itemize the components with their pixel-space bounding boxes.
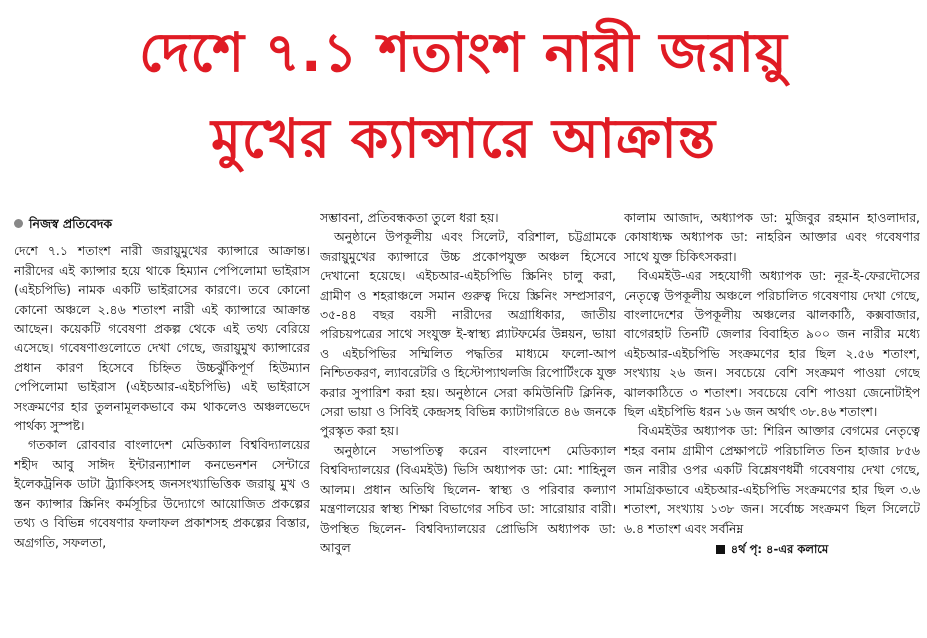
byline-text: নিজস্ব প্রতিবেদক: [29, 216, 113, 231]
continuation-note: [624, 540, 920, 559]
bullet-dot-icon: [14, 219, 23, 228]
paragraph: সম্ভাবনা, প্রতিবন্ধকতা তুলে ধরা হয়।: [320, 210, 499, 225]
paragraph: অনুষ্ঠানে উপকূলীয় এবং সিলেট, বরিশাল, চট্টগ্রামকে জরায়ুমুখের ক্যান্সারে উচ্চ প্রকোপযুক্ত অঞ্চল হিসেবে দেখানো হয়েছে। এইচআর-এইচপিভি স্ক্রিনিং চালু করা, গ্রামীণ ও শহরাঞ্চলে সমান গুরুত্ব দিয়ে স্ক্রিনিং সম্প্রসারণ, ৩৫-৪৪ বছর বয়সী নারীদের অগ্রাধিকার, জাতীয় পরিচয়পত্রের সাথে সংযুক্ত ই-স্বাস্থ্য প্ল্যাটফর্মের উন্নয়ন, ভায়া ও এইচপিভির সম্মিলিত পদ্ধতির মাধ্যমে ফলো-আপ নিশ্চিতকরণ, ল্যাবরেটরি ও হিস্টোপ্যাথলজি রিপোর্টিংকে যুক্ত করার সুপারিশ করা হয়। অনুষ্ঠানে সেরা কমিউনিটি ক্লিনিক, সেরা ভায়া ও সিবিই কেন্দ্রসহ বিভিন্ন ক্যাটাগরিতে ৪৬ জনকে পুরস্কৃত করা হয়।: [320, 229, 616, 439]
column-2: [320, 208, 616, 633]
column-3: [624, 208, 920, 633]
paragraph: দেশে ৭.১ শতাংশ নারী জরায়ুমুখের ক্যান্সারে আক্রান্ত। নারীদের এই ক্যান্সার হয়ে থাকে হিম্যান পেপিলোমা ভাইরাস (এইচপিভি) নামক একটি ভাইরাসের কারণে। তবে কোনো কোনো অঞ্চলে ২.৪৬ শতাংশ নারী এই ক্যান্সারে আক্রান্ত আছেন। কয়েকটি গবেষণা প্রকল্প থেকে এই তথ্য বেরিয়ে এসেছে। গবেষণাগুলোতে দেখা গেছে, জরায়ুমুখ ক্যান্সারের প্রধান কারণ হিসেবে চিহ্নিত উচ্চঝুঁকিপূর্ণ হিউম্যান পেপিলোমা ভাইরাস (এইচআর-এইচপিভি) এই ভাইরাসে সংক্রমণের হার তুলনামূলকভাবে কম থাকলেও অঞ্চলভেদে পার্থক্য সুস্পষ্ট।: [14, 243, 310, 434]
paragraph: কালাম আজাদ, অধ্যাপক ডা: মুজিবুর রহমান হাওলাদার, কোষাধ্যক্ষ অধ্যাপক ডা: নাহরিন আক্তার এবং গবেষণার সাথে যুক্ত চিকিৎসকরা।: [624, 210, 920, 264]
headline-line-2: মুখের ক্যান্সারে আক্রান্ত: [210, 107, 717, 170]
article-body: [14, 208, 920, 633]
headline-line-1: দেশে ৭.১ শতাংশ নারী জরায়ু: [139, 21, 788, 84]
square-bullet-icon: [716, 545, 725, 554]
paragraph: অনুষ্ঠানে সভাপতিত্ব করেন বাংলাদেশ মেডিক্যাল বিশ্ববিদ্যালয়ের (বিএমইউ) ভিসি অধ্যাপক ডা: মো: শাহিনুল আলম। প্রধান অতিথি ছিলেন- স্বাস্থ্য ও পরিবার কল্যাণ মন্ত্রণালয়ের স্বাস্থ্য শিক্ষা বিভাগের সচিব ডা: সারোয়ার বারী। উপস্থিত ছিলেন- বিশ্ববিদ্যালয়ের প্রোভিসি অধ্যাপক ডা: আবুল: [320, 442, 616, 555]
column-1: [14, 208, 310, 633]
continuation-text: ৪র্থ পৃ: ৪-এর কলামে: [730, 541, 829, 556]
paragraph: বিএমইউর অধ্যাপক ডা: শিরিন আক্তার বেগমের নেতৃত্বে শহর বনাম গ্রামীণ প্রেক্ষাপটে পরিচালিত তিন হাজার ৮৫৬ জন নারীর ওপর একটি বিশ্লেষণধর্মী গবেষণায় দেখা গেছে, সামগ্রিকভাবে এইচআর-এইচপিভি সংক্রমণের হার ছিল ৩.৬ শতাংশ, সংখ্যায় ১৩৮ জন। সর্বোচ্চ সংক্রমণ ছিল সিলেটে ৬.৪ শতাংশ এবং সর্বনিম্ন: [624, 423, 920, 536]
paragraph: বিএমইউ-এর সহযোগী অধ্যাপক ডা: নূর-ই-ফেরদৌসের নেতৃত্বে উপকূলীয় অঞ্চলে পরিচালিত গবেষণায় দেখা গেছে, বাংলাদেশের উপকূলীয় অঞ্চলের ঝালকাঠি, কক্সবাজার, বাগেরহাট তিনটি জেলার বিবাহিত ৯০০ জন নারীর মধ্যে এইচআর-এইচপিভি সংক্রমণের হার ছিল ২.৫৬ শতাংশ, সংখ্যায় ২৬ জন। সবচেয়ে বেশি সংক্রমণ পাওয়া গেছে ঝালকাঠিতে ৩ শতাংশ। সবচেয়ে বেশি পাওয়া জেনোটাইপ ছিল এইচপিভি ধরন ১৬ জন অর্থাৎ ৩৮.৪৬ শতাংশ।: [624, 268, 920, 420]
paragraph: গতকাল রোববার বাংলাদেশ মেডিক্যাল বিশ্ববিদ্যালয়ের শহীদ আবু সাঈদ ইন্টারন্যাশাল কনভেনশন সেন্টারে ইলেকট্রনিক ডাটা ট্র্যাকিংসহ জনসংখ্যাভিত্তিক জরায়ু মুখ ও স্তন ক্যান্সার স্ক্রিনিং কর্মসূচির উদ্যোগে আয়োজিত প্রকল্পের তথ্য ও বিভিন্ন গবেষণার ফলাফল প্রকাশসহ প্রকল্পের বিস্তার, অগ্রগতি, সফলতা,: [14, 437, 310, 550]
byline: [14, 214, 310, 233]
headline: [0, 14, 927, 178]
